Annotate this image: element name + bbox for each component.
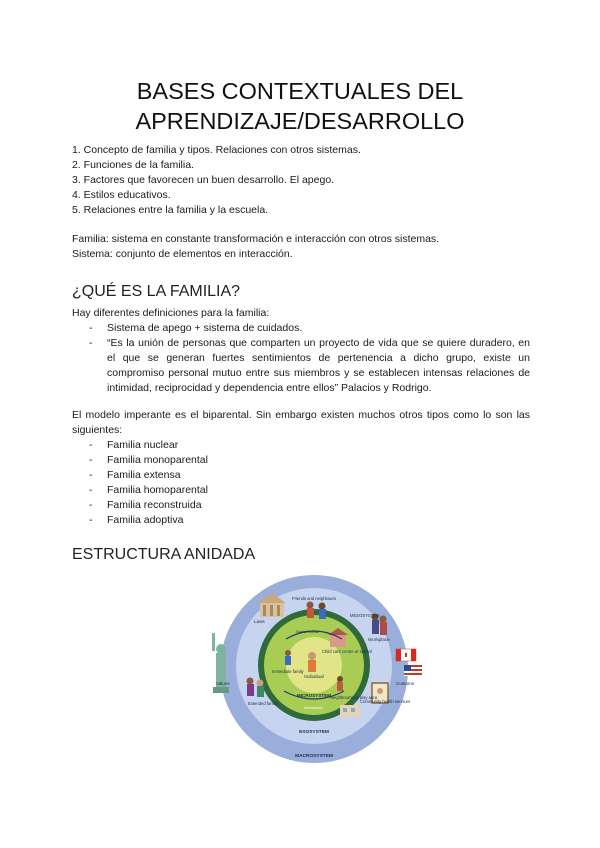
exosystem-label: EXOSYSTEM [299, 730, 329, 735]
interaction-label: Interaction [304, 705, 323, 710]
definitions-list [72, 321, 530, 396]
topic-item: 3. Factores que favorecen un buen desarrollo. El apego. [72, 174, 335, 186]
child-care-label: Child care centre or school [322, 649, 372, 654]
mesosystem-label: MESOSYSTEM [350, 613, 380, 618]
microsystem-label: MICROSYSTEM [296, 693, 332, 698]
list-item: - Familia monoparental [72, 453, 530, 468]
topic-list [72, 143, 530, 218]
social-media-label: Social media [296, 629, 319, 634]
family-types-list [72, 438, 530, 528]
topic-item: 5. Relaciones entre la familia y la escuela. [72, 204, 269, 216]
list-item: - Familia adoptiva [72, 513, 530, 528]
nested-systems-diagram [200, 573, 428, 767]
canada-flag-icon [396, 649, 416, 661]
customs-label: Customs [396, 681, 415, 686]
extended-family-label: Extended family [248, 701, 278, 706]
list-item: - Familia extensa [72, 468, 530, 483]
list-item: - Sistema de apego + sistema de cuidados. [72, 321, 530, 336]
topic-item: 1. Concepto de familia y tipos. Relaciones con otros sistemas. [72, 144, 361, 156]
immediate-family-label: Immediate family [272, 669, 304, 674]
workplace-label: Workplace [368, 637, 390, 642]
topic-item: 2. Funciones de la familia. [72, 159, 194, 171]
section-heading-estructura: ESTRUCTURA ANIDADA [72, 546, 256, 563]
macrosystem-label: MACROSYSTEM [295, 754, 333, 759]
definition-sistema: Sistema: conjunto de elementos en interacción. [72, 248, 293, 260]
list-item: - Familia nuclear [72, 438, 530, 453]
values-label: Values [216, 681, 230, 686]
list-item: - Familia reconstruida [72, 498, 530, 513]
topic-item: 4. Estilos educativos. [72, 189, 171, 201]
definitions-block [72, 232, 530, 262]
page-title [72, 76, 528, 136]
usa-flag-icon [404, 665, 422, 676]
list-item: - “Es la unión de personas que comparten un proyecto de vida que se quiere duradero, en el que se generan fuertes sentimientos de pertenencia a dicho grupo, existe un compromiso personal mutuo entre sus miembros y se establecen intensas relaciones de intimidad, reciprocidad y dependencia entre ellos” Palacios y Rodrigo. [72, 336, 530, 396]
family-types-block [72, 408, 530, 528]
section-heading-familia: ¿QUÉ ES LA FAMILIA? [72, 283, 241, 300]
definitions-intro: Hay diferentes definiciones para la familia: [72, 307, 270, 319]
individual-label: Individual [304, 674, 324, 679]
community-health-label: Community health services [360, 699, 411, 704]
familia-definitions [72, 306, 530, 396]
title-line-2: APRENDIZAJE/DESARROLLO [135, 108, 465, 134]
model-paragraph: El modelo imperante es el biparental. Sin embargo existen muchos otros tipos como lo son las siguientes: [72, 409, 530, 436]
title-line-1: BASES CONTEXTUALES DEL [136, 78, 464, 104]
friends-label: Friends and neighbours [292, 596, 336, 601]
laws-label: Laws [254, 619, 265, 624]
list-item: - Familia homoparental [72, 483, 530, 498]
neighbourhood-label: Neighbourhood play area [330, 695, 378, 700]
definition-familia: Familia: sistema en constante transformación e interacción con otros sistemas. [72, 233, 440, 245]
